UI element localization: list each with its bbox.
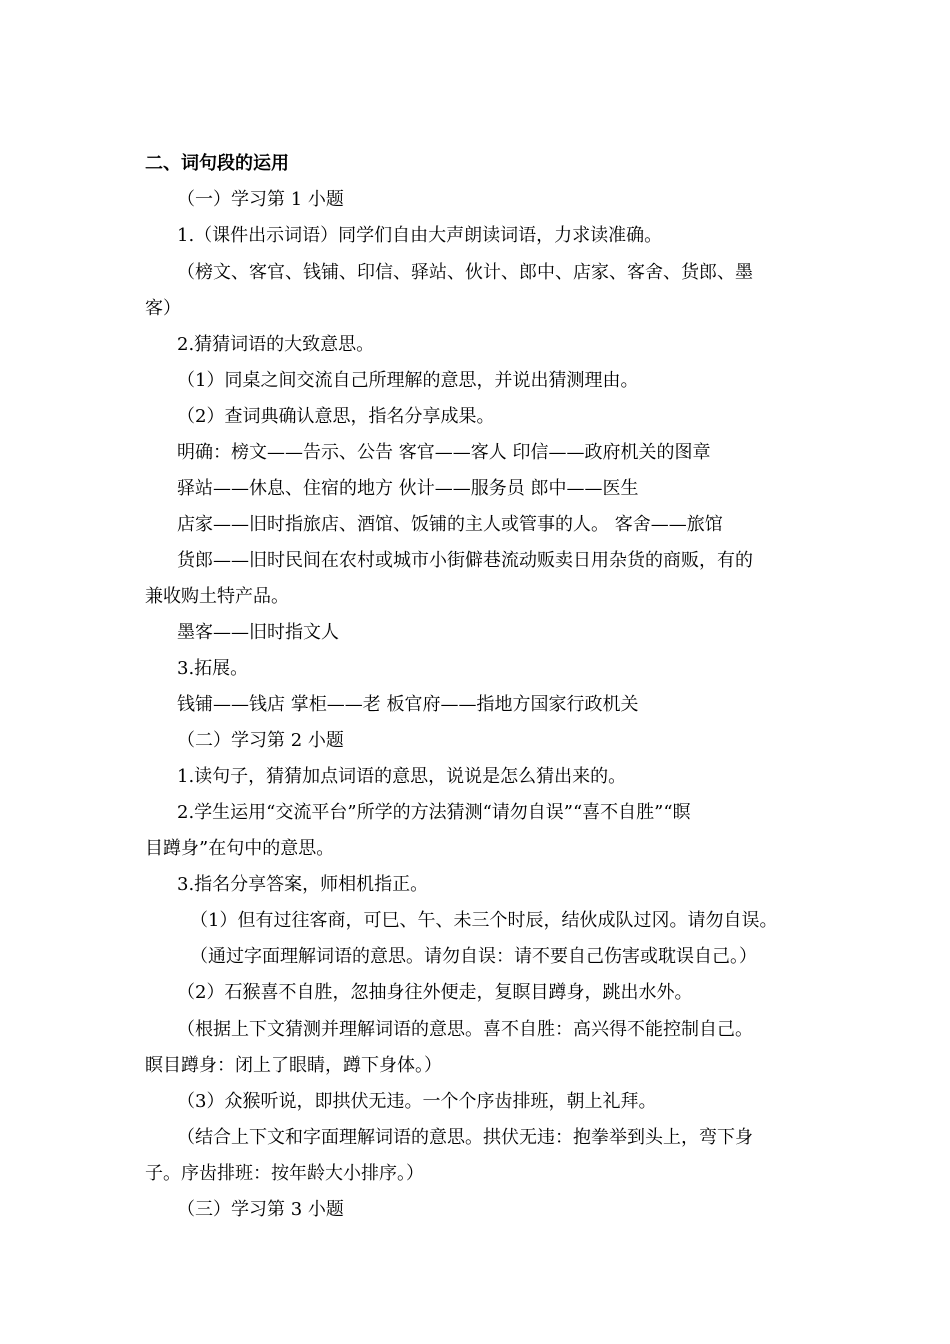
- explanation: （根据上下文猜测并理解词语的意思。喜不自胜：高兴得不能控制自己。: [177, 1019, 753, 1040]
- definition-line: 墨客——旧时指文人: [177, 622, 339, 643]
- subsection-title-1: （一）学习第 1 小题: [177, 189, 344, 210]
- paragraph-continuation: 兼收购土特产品。: [145, 586, 289, 607]
- paragraph: （2）查词典确认意思，指名分享成果。: [177, 406, 495, 427]
- paragraph: （榜文、客官、钱铺、印信、驿站、伙计、郎中、店家、客舍、货郎、墨: [177, 262, 753, 283]
- section-heading: 二、词句段的运用: [145, 153, 289, 174]
- definition-line: 钱铺——钱店 掌柜——老 板官府——指地方国家行政机关: [177, 694, 639, 715]
- example-sentence: （2）石猴喜不自胜，忽抽身往外便走，复瞑目蹲身，跳出水外。: [177, 982, 693, 1003]
- example-sentence: （1）但有过往客商，可巳、午、未三个时辰，结伙成队过冈。请勿自误。: [190, 910, 778, 931]
- paragraph: 2.猜猜词语的大致意思。: [177, 334, 375, 355]
- paragraph: 2.学生运用“交流平台”所学的方法猜测“请勿自误”“喜不自胜”“瞑: [177, 802, 691, 823]
- subsection-title-2: （二）学习第 2 小题: [177, 730, 344, 751]
- paragraph: （1）同桌之间交流自己所理解的意思，并说出猜测理由。: [177, 370, 639, 391]
- paragraph: 1.（课件出示词语）同学们自由大声朗读词语，力求读准确。: [177, 225, 663, 246]
- explanation: （通过字面理解词语的意思。请勿自误：请不要自己伤害或耽误自己。）: [190, 946, 757, 967]
- paragraph-continuation: 目蹲身”在句中的意思。: [145, 838, 335, 859]
- subsection-title-3: （三）学习第 3 小题: [177, 1199, 344, 1220]
- paragraph-continuation: 客）: [145, 298, 181, 319]
- definition-line: 货郎——旧时民间在农村或城市小街僻巷流动贩卖日用杂货的商贩，有的: [177, 550, 753, 571]
- paragraph: 3.拓展。: [177, 658, 249, 679]
- definition-line: 明确：榜文——告示、公告 客官——客人 印信——政府机关的图章: [177, 442, 711, 463]
- explanation: （结合上下文和字面理解词语的意思。拱伏无违：抱拳举到头上，弯下身: [177, 1127, 753, 1148]
- paragraph-continuation: 子。序齿排班：按年龄大小排序。）: [145, 1163, 424, 1184]
- paragraph: 1.读句子，猜猜加点词语的意思，说说是怎么猜出来的。: [177, 766, 627, 787]
- definition-line: 店家——旧时指旅店、酒馆、饭铺的主人或管事的人。 客舍——旅馆: [177, 514, 723, 535]
- paragraph-continuation: 瞑目蹲身：闭上了眼睛，蹲下身体。）: [145, 1055, 442, 1076]
- example-sentence: （3）众猴听说，即拱伏无违。一个个序齿排班，朝上礼拜。: [177, 1091, 657, 1112]
- paragraph: 3.指名分享答案，师相机指正。: [177, 874, 429, 895]
- definition-line: 驿站——休息、住宿的地方 伙计——服务员 郎中——医生: [177, 478, 639, 499]
